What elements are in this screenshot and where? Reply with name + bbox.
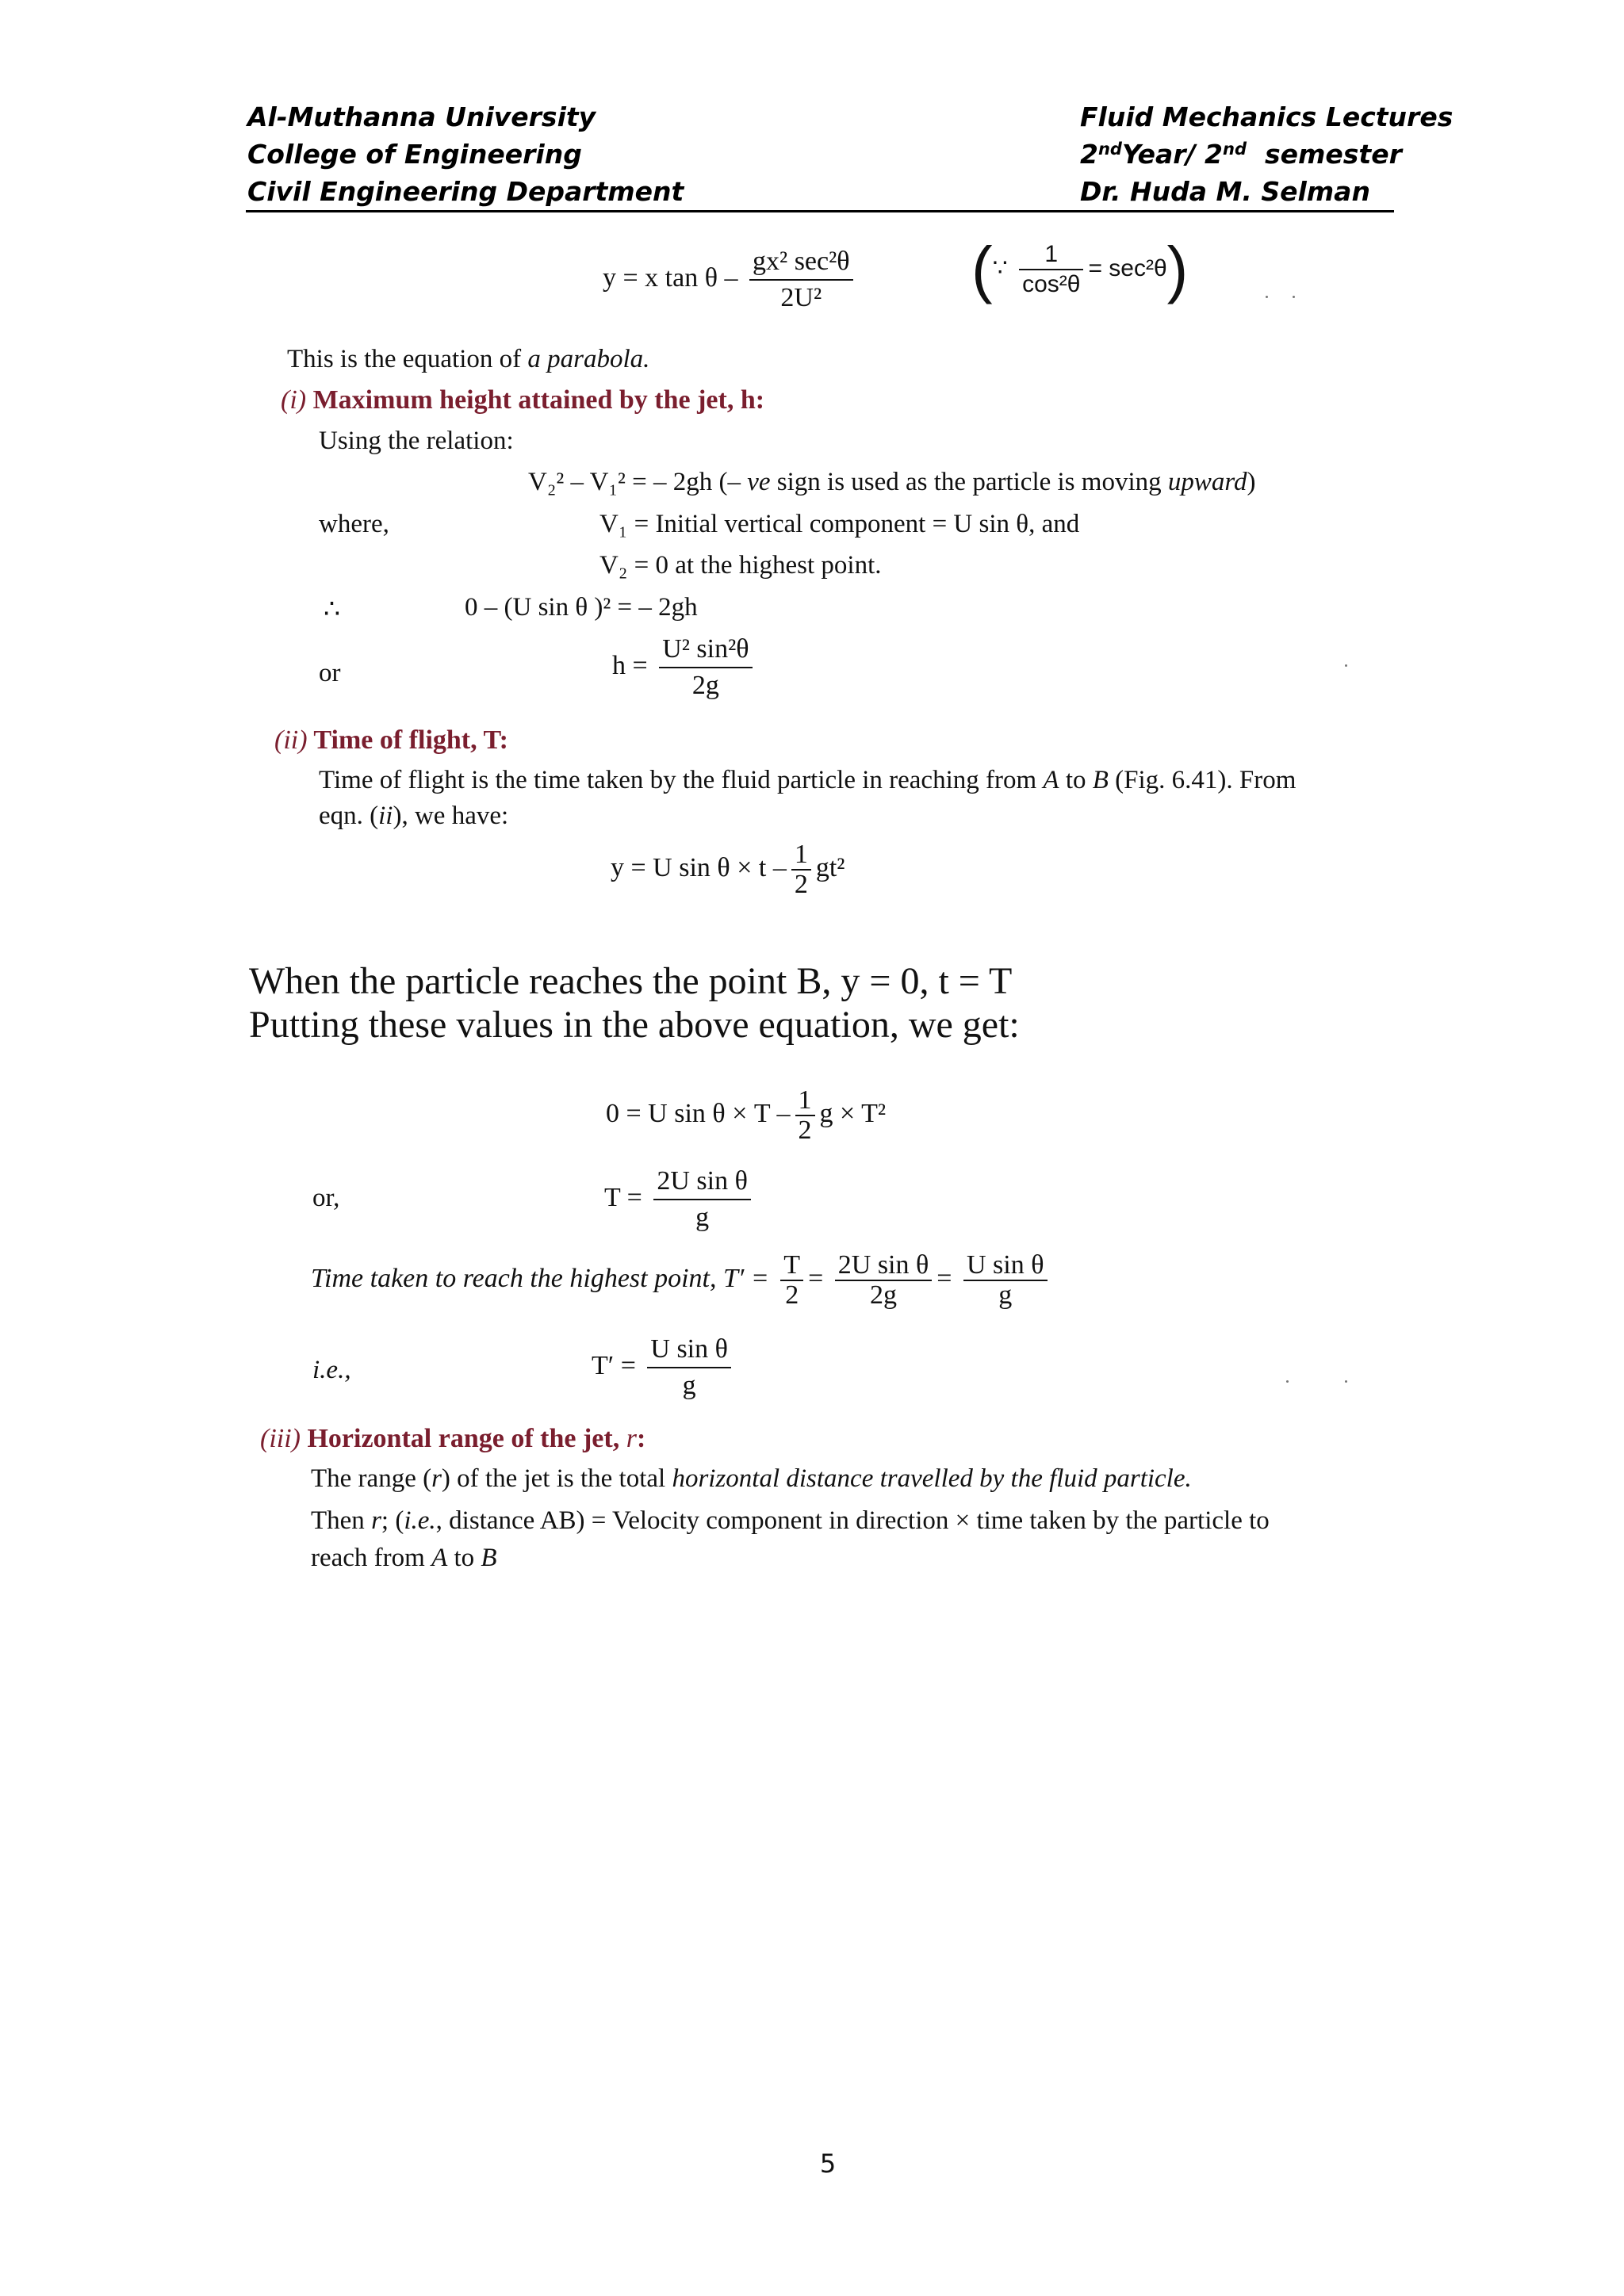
- stray-dot: [1286, 1380, 1289, 1383]
- page-number: 5: [819, 2149, 837, 2179]
- section-heading-horizontal-range: (iii) Horizontal range of the jet, r:: [260, 1424, 646, 1453]
- substitution-statement: Putting these values in the above equation, we get:: [249, 1004, 1020, 1046]
- or-label: or: [319, 659, 341, 687]
- range-definition: The range (r) of the jet is the total horizontal distance travelled by the fluid particle.: [311, 1464, 1192, 1493]
- lecturer-name: Dr. Huda M. Selman: [1080, 176, 1370, 207]
- stray-dot: [1266, 296, 1268, 298]
- where-label: where,: [319, 510, 389, 538]
- point-b-statement: When the particle reaches the point B, y = 0, t = T: [249, 960, 1013, 1002]
- year-semester: 2ndYear/ 2nd semester: [1080, 139, 1402, 170]
- eqn-reference: eqn. (ii), we have:: [319, 802, 509, 830]
- header-rule: [246, 210, 1394, 212]
- time-of-flight-text: Time of flight is the time taken by the fluid particle in reaching from A to B (Fig. 6.41). From: [319, 766, 1297, 794]
- department-name: Civil Engineering Department: [247, 176, 684, 207]
- ie-label: i.e.,: [312, 1356, 351, 1384]
- therefore-symbol: ∴: [324, 595, 340, 624]
- highest-point-time-formula: T′ = $\frac{\text{U sin θ}}{g}$: [592, 1332, 736, 1403]
- stray-dot: [1293, 296, 1295, 298]
- flight-equation: 0 = U sin θ × T – $\frac{1}{2}$ g × T²: [606, 1085, 887, 1145]
- range-expression-continued: reach from A to B: [311, 1544, 497, 1572]
- stray-dot: [1345, 1380, 1347, 1383]
- velocity-relation: V₂² – V₁² = – 2gh (– ve sign is used as the particle is moving upward): [528, 468, 1256, 496]
- using-relation: Using the relation:: [319, 427, 514, 455]
- header-right: [1080, 98, 1453, 210]
- section-heading-time-of-flight: (ii) Time of flight, T:: [274, 725, 508, 755]
- highest-point-time: Time taken to reach the highest point, T′ = $\frac{T}{2}$ = $\frac{\text{2U sin θ}}{2g}$ = $\frac{\text{U sin θ}}{g}$: [311, 1251, 1052, 1310]
- height-substitution: 0 – (U sin θ )² = – 2gh: [465, 593, 698, 622]
- time-of-flight-formula: T = $\frac{\text{2U sin θ}}{g}$: [604, 1164, 756, 1235]
- university-name: Al-Muthanna University: [247, 101, 596, 132]
- range-expression: Then r; (i.e., distance AB) = Velocity component in direction × time taken by the particle to: [311, 1506, 1270, 1535]
- section-heading-max-height: (i) Maximum height attained by the jet, h:: [281, 385, 765, 415]
- parabola-equation: y = x tan θ – $\frac{\text{gx² sec²θ}}{\text{2U²}}$: [603, 244, 858, 316]
- course-title: Fluid Mechanics Lectures: [1080, 101, 1454, 132]
- college-name: College of Engineering: [247, 139, 582, 170]
- v2-definition: V₂ = 0 at the highest point.: [599, 551, 882, 580]
- or-label: or,: [312, 1184, 340, 1212]
- header-left: [247, 98, 684, 210]
- stray-dot: [1345, 664, 1347, 667]
- height-formula: h = $\frac{\text{U² sin²θ}}{2g}$: [612, 632, 757, 703]
- parabola-statement: This is the equation of a parabola.: [287, 345, 650, 373]
- displacement-equation: y = U sin θ × t – $\frac{1}{2}$ gt²: [611, 840, 845, 899]
- v1-definition: V₁ = Initial vertical component = U sin θ, and: [599, 510, 1080, 538]
- sec-identity: (∵ $\frac{1}{\text{cos²θ}}$ = sec²θ): [971, 234, 1189, 304]
